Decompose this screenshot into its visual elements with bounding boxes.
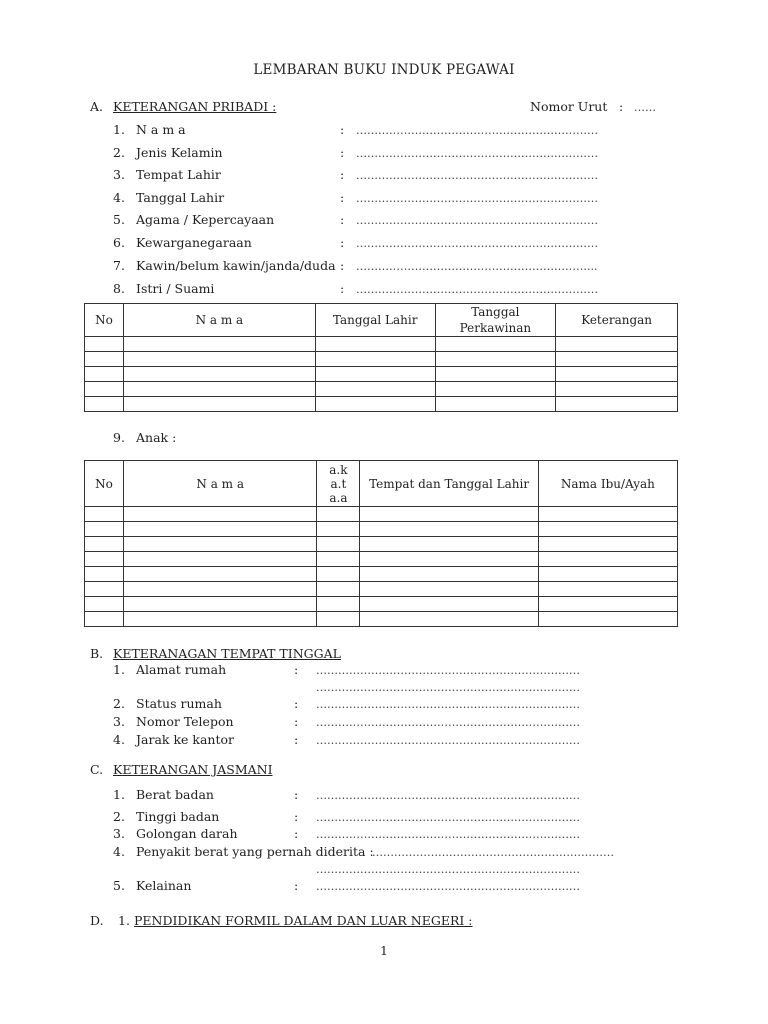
table-cell[interactable] xyxy=(85,552,124,567)
header-line: a.k xyxy=(329,462,348,477)
field-label-status-kawin: Kawin/belum kawin/janda/duda xyxy=(136,258,336,273)
table-cell[interactable] xyxy=(315,397,435,412)
table-cell[interactable] xyxy=(124,582,317,597)
table-cell[interactable] xyxy=(85,382,124,397)
field-kelainan[interactable]: ……………………………………………………………… xyxy=(316,880,580,893)
field-colon: : xyxy=(340,145,345,160)
field-label-alamat-rumah: Alamat rumah xyxy=(136,662,227,677)
nomor-urut-label: Nomor Urut xyxy=(530,99,608,114)
table-cell[interactable] xyxy=(435,397,556,412)
field-tempat-lahir[interactable]: ………………………………………………………… xyxy=(356,169,598,182)
field-alamat-rumah-line2[interactable]: ……………………………………………………………… xyxy=(316,681,580,694)
table-cell[interactable] xyxy=(315,337,435,352)
table-row xyxy=(85,382,678,397)
field-penyakit-berat-line2[interactable]: ……………………………………………………………… xyxy=(316,863,580,876)
table-row xyxy=(85,582,678,597)
spouse-table xyxy=(84,303,678,412)
field-nama[interactable]: ………………………………………………………… xyxy=(356,124,598,137)
section-d-number: 1. xyxy=(118,913,130,928)
field-golongan-darah[interactable]: ……………………………………………………………… xyxy=(316,828,580,841)
table-cell[interactable] xyxy=(538,507,677,522)
table-cell[interactable] xyxy=(556,337,678,352)
table-cell[interactable] xyxy=(123,397,315,412)
table-cell[interactable] xyxy=(124,552,317,567)
table-cell[interactable] xyxy=(85,597,124,612)
column-header-no: No xyxy=(85,461,124,507)
table-cell[interactable] xyxy=(85,522,124,537)
table-cell[interactable] xyxy=(85,582,124,597)
table-row xyxy=(85,567,678,582)
field-colon: : xyxy=(340,235,345,250)
table-cell[interactable] xyxy=(435,367,556,382)
table-cell[interactable] xyxy=(360,507,538,522)
table-cell[interactable] xyxy=(124,567,317,582)
table-cell[interactable] xyxy=(360,612,538,627)
table-cell[interactable] xyxy=(538,567,677,582)
item-number: 5. xyxy=(113,878,125,893)
field-colon: : xyxy=(294,662,299,677)
header-line: Perkawinan xyxy=(459,321,532,335)
table-cell[interactable] xyxy=(556,397,678,412)
field-label-kelainan: Kelainan xyxy=(136,878,192,893)
column-header-tanggal-perkawinan xyxy=(435,304,556,337)
table-cell[interactable] xyxy=(360,597,538,612)
item-number: 1. xyxy=(113,662,125,677)
field-colon: : xyxy=(340,190,345,205)
field-istri-suami[interactable]: ………………………………………………………… xyxy=(356,283,598,296)
field-label-nama: N a m a xyxy=(136,122,186,137)
table-cell[interactable] xyxy=(85,352,124,367)
table-cell[interactable] xyxy=(124,507,317,522)
field-colon: : xyxy=(340,212,345,227)
field-label-kewarganegaraan: Kewarganegaraan xyxy=(136,235,252,250)
field-colon: : xyxy=(294,696,299,711)
table-cell[interactable] xyxy=(435,382,556,397)
table-row xyxy=(85,352,678,367)
column-header-keterangan: Keterangan xyxy=(556,304,678,337)
table-cell[interactable] xyxy=(317,597,360,612)
header-line: a.a xyxy=(329,490,348,505)
field-colon: : xyxy=(294,787,299,802)
table-cell[interactable] xyxy=(317,552,360,567)
item-number: 1. xyxy=(113,787,125,802)
column-header-nama: N a m a xyxy=(123,304,315,337)
table-cell[interactable] xyxy=(435,337,556,352)
column-header-nama-ibu-ayah: Nama Ibu/Ayah xyxy=(538,461,677,507)
table-row xyxy=(85,552,678,567)
section-d-heading: PENDIDIKAN FORMIL DALAM DAN LUAR NEGERI : xyxy=(134,913,473,928)
header-line: Tanggal xyxy=(471,305,520,319)
field-alamat-rumah[interactable]: ……………………………………………………………… xyxy=(316,664,580,677)
field-label-golongan-darah: Golongan darah xyxy=(136,826,238,841)
item-number: 3. xyxy=(113,826,125,841)
table-cell[interactable] xyxy=(123,367,315,382)
table-cell[interactable] xyxy=(85,612,124,627)
table-cell[interactable] xyxy=(538,552,677,567)
field-tinggi-badan[interactable]: ……………………………………………………………… xyxy=(316,811,580,824)
section-a-letter: A. xyxy=(90,99,104,114)
table-cell[interactable] xyxy=(317,612,360,627)
children-table xyxy=(84,460,678,627)
table-cell[interactable] xyxy=(124,522,317,537)
field-label-jenis-kelamin: Jenis Kelamin xyxy=(136,145,223,160)
field-label-status-rumah: Status rumah xyxy=(136,696,222,711)
table-cell[interactable] xyxy=(317,537,360,552)
table-cell[interactable] xyxy=(360,522,538,537)
table-cell[interactable] xyxy=(317,522,360,537)
field-colon: : xyxy=(340,281,345,296)
section-a-heading: KETERANGAN PRIBADI : xyxy=(113,99,277,114)
column-header-tanggal-lahir: Tanggal Lahir xyxy=(315,304,435,337)
table-row xyxy=(85,537,678,552)
field-label-tinggi-badan: Tinggi badan xyxy=(136,809,220,824)
item-number: 1. xyxy=(113,122,125,137)
column-header-nama: N a m a xyxy=(124,461,317,507)
field-jarak-kantor[interactable]: ……………………………………………………………… xyxy=(316,734,580,747)
section-b-heading: KETERANAGAN TEMPAT TINGGAL xyxy=(113,646,341,661)
header-line: a.t xyxy=(330,476,347,491)
table-cell[interactable] xyxy=(124,597,317,612)
section-c-heading: KETERANGAN JASMANI xyxy=(113,762,273,777)
field-colon: : xyxy=(340,122,345,137)
table-row xyxy=(85,597,678,612)
field-colon: : xyxy=(294,878,299,893)
item-number: 2. xyxy=(113,696,125,711)
table-cell[interactable] xyxy=(538,612,677,627)
table-cell[interactable] xyxy=(317,567,360,582)
table-cell[interactable] xyxy=(360,567,538,582)
table-cell[interactable] xyxy=(315,352,435,367)
item-number: 3. xyxy=(113,167,125,182)
field-colon: : xyxy=(294,732,299,747)
table-cell[interactable] xyxy=(124,537,317,552)
field-kewarganegaraan[interactable]: ………………………………………………………… xyxy=(356,237,598,250)
table-cell[interactable] xyxy=(123,352,315,367)
field-status-kawin[interactable]: ………………………………………………………... xyxy=(356,260,598,273)
document-title: LEMBARAN BUKU INDUK PEGAWAI xyxy=(253,62,515,78)
field-penyakit-berat[interactable]: ………………………………………………………… xyxy=(372,846,614,859)
column-header-no: No xyxy=(85,304,124,337)
table-cell[interactable] xyxy=(556,382,678,397)
item-number: 8. xyxy=(113,281,125,296)
table-cell[interactable] xyxy=(85,507,124,522)
table-cell[interactable] xyxy=(85,397,124,412)
table-cell[interactable] xyxy=(123,337,315,352)
table-cell[interactable] xyxy=(315,382,435,397)
nomor-urut-field[interactable]: …… xyxy=(634,101,656,114)
field-agama[interactable]: ………………………………………………………… xyxy=(356,214,598,227)
field-berat-badan[interactable]: ……………………………………………………………… xyxy=(316,789,580,802)
field-nomor-telepon[interactable]: ……………………………………………………………… xyxy=(316,716,580,729)
item-number: 2. xyxy=(113,145,125,160)
table-row xyxy=(85,367,678,382)
table-row xyxy=(85,397,678,412)
table-cell[interactable] xyxy=(85,537,124,552)
section-c-letter: C. xyxy=(90,762,104,777)
field-label-tempat-lahir: Tempat Lahir xyxy=(136,167,221,182)
table-cell[interactable] xyxy=(538,582,677,597)
section-d-letter: D. xyxy=(90,913,104,928)
item-number: 4. xyxy=(113,732,125,747)
item-number: 4. xyxy=(113,844,125,859)
table-cell[interactable] xyxy=(538,537,677,552)
field-label-istri-suami: Istri / Suami xyxy=(136,281,215,296)
table-cell[interactable] xyxy=(315,367,435,382)
table-cell[interactable] xyxy=(556,367,678,382)
table-cell[interactable] xyxy=(85,367,124,382)
table-cell[interactable] xyxy=(360,582,538,597)
item-number: 4. xyxy=(113,190,125,205)
field-label-tanggal-lahir: Tanggal Lahir xyxy=(136,190,225,205)
column-header-tempat-tanggal-lahir: Tempat dan Tanggal Lahir xyxy=(360,461,538,507)
item-number: 5. xyxy=(113,212,125,227)
table-cell[interactable] xyxy=(85,337,124,352)
table-row xyxy=(85,507,678,522)
item-number: 2. xyxy=(113,809,125,824)
item-number: 3. xyxy=(113,714,125,729)
item-number: 7. xyxy=(113,258,125,273)
field-label-jarak-kantor: Jarak ke kantor xyxy=(136,732,234,747)
table-cell[interactable] xyxy=(360,552,538,567)
table-cell[interactable] xyxy=(538,522,677,537)
anak-label: Anak : xyxy=(136,430,177,445)
table-cell[interactable] xyxy=(124,612,317,627)
table-cell[interactable] xyxy=(538,597,677,612)
table-cell[interactable] xyxy=(317,507,360,522)
table-cell[interactable] xyxy=(85,567,124,582)
table-cell[interactable] xyxy=(556,352,678,367)
field-label-nomor-telepon: Nomor Telepon xyxy=(136,714,234,729)
table-cell[interactable] xyxy=(123,382,315,397)
field-colon: : xyxy=(340,167,345,182)
field-label-berat-badan: Berat badan xyxy=(136,787,214,802)
field-colon: : xyxy=(294,809,299,824)
nomor-urut-colon: : xyxy=(619,99,624,114)
item-number: 9. xyxy=(113,430,125,445)
field-jenis-kelamin[interactable]: ………………………………………………………… xyxy=(356,147,598,160)
column-header-akataa xyxy=(317,461,360,507)
field-label-agama: Agama / Kepercayaan xyxy=(136,212,275,227)
field-colon: : xyxy=(294,826,299,841)
field-colon: : xyxy=(294,714,299,729)
field-status-rumah[interactable]: ……………………………………………………………… xyxy=(316,698,580,711)
field-label-penyakit-berat: Penyakit berat yang pernah diderita : xyxy=(136,844,374,859)
table-row xyxy=(85,522,678,537)
table-cell[interactable] xyxy=(317,582,360,597)
table-row xyxy=(85,337,678,352)
page-number: 1 xyxy=(380,943,388,958)
table-row xyxy=(85,612,678,627)
field-tanggal-lahir[interactable]: ………………………………………………………… xyxy=(356,192,598,205)
section-b-letter: B. xyxy=(90,646,104,661)
field-colon: : xyxy=(340,258,345,273)
table-cell[interactable] xyxy=(360,537,538,552)
table-cell[interactable] xyxy=(435,352,556,367)
item-number: 6. xyxy=(113,235,125,250)
